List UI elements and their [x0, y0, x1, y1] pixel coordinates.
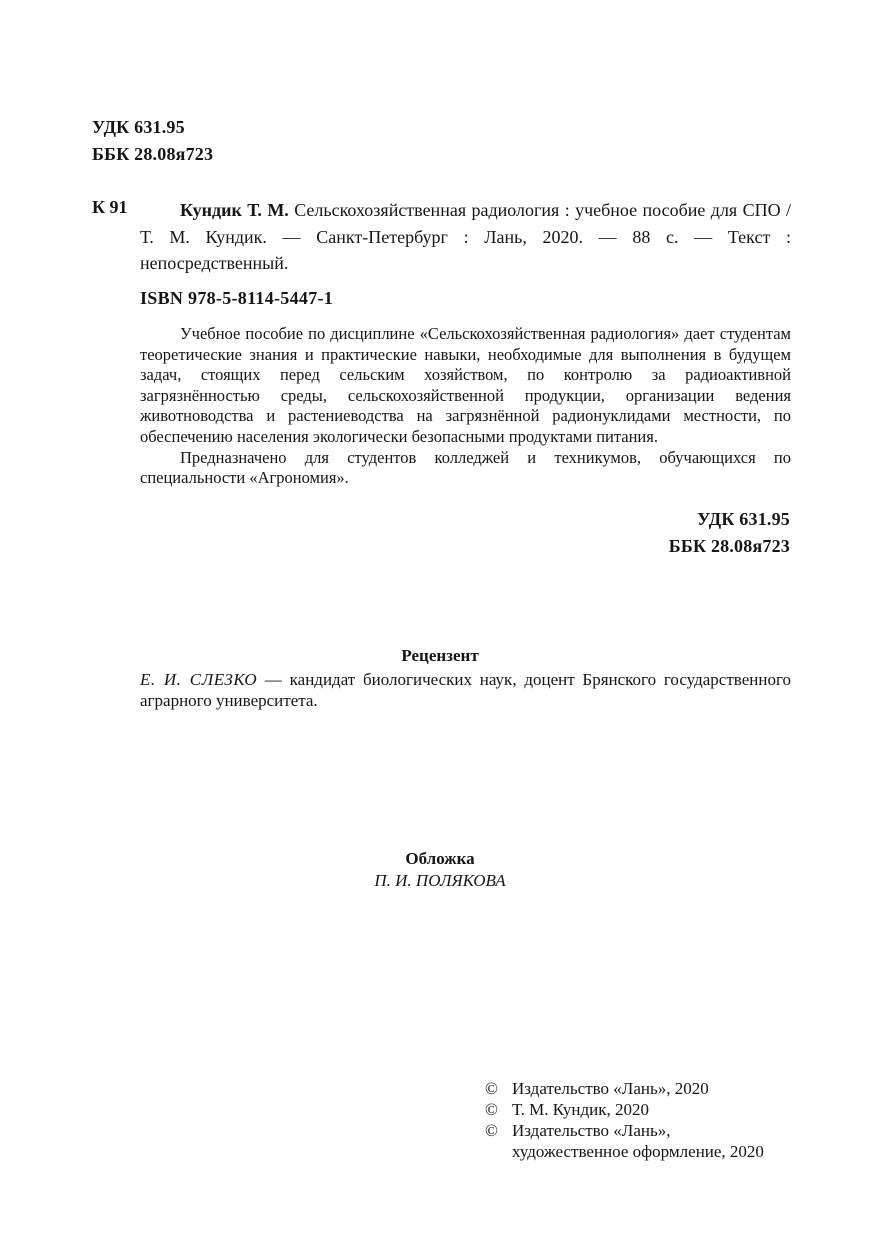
bib-author: Кундик Т. М.: [180, 200, 289, 220]
copyright-text: Т. М. Кундик, 2020: [512, 1100, 649, 1119]
copyright-block: [485, 1078, 764, 1162]
copyright-text: Издательство «Лань»,: [512, 1121, 671, 1140]
bib-entry-text: Сельскохозяйственная радиология : учебное пособие для СПО / Т. М. Кундик. — Санкт-Петербург : Лань, 2020. — 88 с. — Текст : непосредственный.: [140, 200, 792, 273]
reviewer-name: Е. И. СЛЕЗКО: [140, 670, 258, 689]
copyright-row: [485, 1078, 764, 1099]
reviewer-heading: Рецензент: [401, 646, 479, 665]
udk-code-right: УДК 631.95: [697, 509, 790, 529]
reviewer-entry: [140, 669, 791, 711]
cover-designer-name: П. И. ПОЛЯКОВА: [374, 871, 506, 890]
bibliographic-entry: [140, 197, 791, 277]
right-codes-block: [669, 506, 790, 560]
copyright-text: Издательство «Лань», 2020: [512, 1079, 709, 1098]
annotation-block: [140, 324, 791, 489]
isbn: ISBN 978-5-8114-5447-1: [140, 288, 334, 308]
cover-credit-block: [90, 848, 790, 892]
bbk-code-right: ББК 28.08я723: [668, 536, 790, 556]
copyright-symbol: ©: [485, 1121, 498, 1140]
udk-code: УДК 631.95: [92, 117, 185, 137]
annotation-paragraph-1: Учебное пособие по дисциплине «Сельскохозяйственная радиология» дает студентам теоретические знания и практические навыки, необходимые для выполнения в будущем задач, стоящих перед сельским хозяйством, по контролю за радиоактивной загрязнённостью среды, сельскохозяйственной продукции, организации ведения животноводства и растениеводства на загрязнённой радионуклидами местности, по обеспечению населения экологически безопасными продуктами питания.: [140, 324, 791, 446]
copyright-symbol: ©: [485, 1100, 498, 1119]
copyright-row: [485, 1120, 764, 1141]
bbk-code: ББК 28.08я723: [92, 144, 214, 164]
copyright-text: художественное оформление, 2020: [512, 1142, 764, 1161]
copyright-symbol: ©: [485, 1079, 498, 1098]
copyright-row: [485, 1141, 764, 1162]
catalog-code: К 91: [92, 197, 128, 217]
copyright-row: [485, 1099, 764, 1120]
annotation-paragraph-2: Предназначено для студентов колледжей и техникумов, обучающихся по специальности «Агрономия».: [140, 447, 791, 488]
cover-heading: Обложка: [405, 849, 475, 868]
reviewer-description: — кандидат биологических наук, доцент Брянского государственного аграрного университета.: [140, 670, 791, 710]
copyright-symbol: [485, 1141, 512, 1162]
top-codes-block: [92, 114, 213, 168]
